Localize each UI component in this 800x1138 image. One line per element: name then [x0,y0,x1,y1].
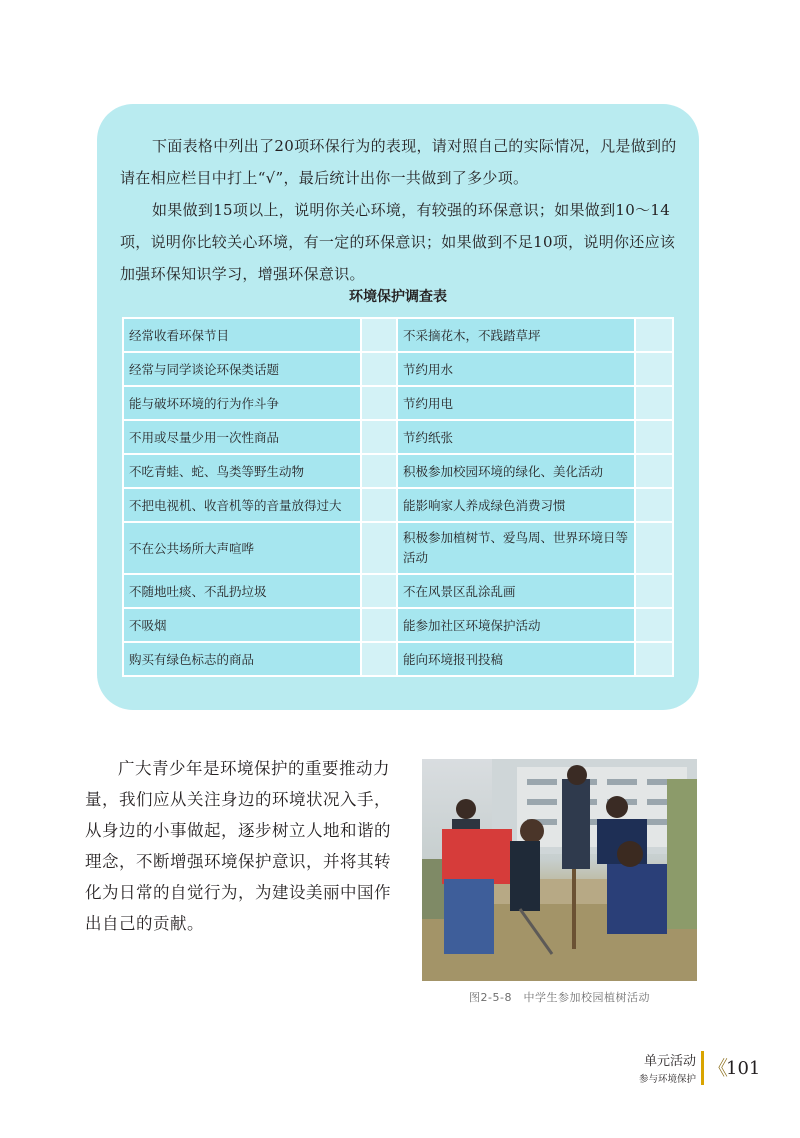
check-cell[interactable] [361,386,397,420]
table-title: 环境保护调查表 [349,289,447,305]
check-cell[interactable] [635,574,673,608]
check-cell[interactable] [635,454,673,488]
survey-item: 节约用电 [397,386,635,420]
survey-item: 不在风景区乱涂乱画 [397,574,635,608]
survey-table [122,317,674,677]
survey-item: 不采摘花木，不践踏草坪 [397,318,635,352]
check-cell[interactable] [361,420,397,454]
body-paragraph: 广大青少年是环境保护的重要推动力量，我们应从关注身边的环境状况入手，从身边的小事做起，逐步树立人地和谐的理念，不断增强环境保护意识，并将其转化为日常的自觉行为，为建设美丽中国作出自己的贡献。 [85,759,391,933]
table-row [123,352,673,386]
survey-item: 能向环境报刊投稿 [397,642,635,676]
check-cell[interactable] [361,352,397,386]
check-cell[interactable] [635,488,673,522]
check-cell[interactable] [635,386,673,420]
survey-item: 不把电视机、收音机等的音量放得过大 [123,488,361,522]
chevron-left-icon: 《 [708,1056,728,1080]
photo-illustration [422,759,697,981]
survey-item: 不在公共场所大声喧哗 [123,522,361,574]
check-cell[interactable] [635,642,673,676]
table-row [123,454,673,488]
table-row [123,642,673,676]
survey-item: 节约用水 [397,352,635,386]
survey-item: 经常与同学谈论环保类话题 [123,352,361,386]
check-cell[interactable] [361,318,397,352]
survey-item: 节约纸张 [397,420,635,454]
table-row [123,608,673,642]
footer-unit-title: 单元活动 [643,1054,696,1069]
check-cell[interactable] [635,522,673,574]
table-row [123,420,673,454]
check-cell[interactable] [635,608,673,642]
footer-divider [701,1051,704,1085]
check-cell[interactable] [361,488,397,522]
intro-paragraph-2: 如果做到15项以上，说明你关心环境，有较强的环保意识；如果做到10～14项，说明你比较关心环境，有一定的环保意识；如果做到不足10项，说明你还应该加强环保知识学习，增强环保意识。 [120,201,676,283]
survey-item: 积极参加校园环境的绿化、美化活动 [397,454,635,488]
check-cell[interactable] [361,454,397,488]
check-cell[interactable] [635,352,673,386]
survey-item: 不吃青蛙、蛇、鸟类等野生动物 [123,454,361,488]
survey-item: 不吸烟 [123,608,361,642]
footer-subtitle: 参与环境保护 [638,1074,696,1085]
survey-item: 能参加社区环境保护活动 [397,608,635,642]
survey-item: 不用或尽量少用一次性商品 [123,420,361,454]
page-number: 101 [726,1058,761,1079]
check-cell[interactable] [361,522,397,574]
survey-item: 积极参加植树节、爱鸟周、世界环境日等活动 [397,522,635,574]
check-cell[interactable] [361,642,397,676]
survey-item: 能影响家人养成绿色消费习惯 [397,488,635,522]
survey-item: 购买有绿色标志的商品 [123,642,361,676]
tree-planting-photo [422,759,697,981]
table-row [123,318,673,352]
intro-paragraph-1: 下面表格中列出了20项环保行为的表现，请对照自己的实际情况，凡是做到的请在相应栏目中打上“√”，最后统计出你一共做到了多少项。 [120,137,677,187]
table-row [123,386,673,420]
check-cell[interactable] [635,420,673,454]
table-row [123,488,673,522]
check-cell[interactable] [361,574,397,608]
figure-caption: 图2-5-8 中学生参加校园植树活动 [469,991,650,1004]
table-row [123,522,673,574]
survey-item: 能与破坏环境的行为作斗争 [123,386,361,420]
check-cell[interactable] [361,608,397,642]
check-cell[interactable] [635,318,673,352]
table-row [123,574,673,608]
survey-item: 不随地吐痰、不乱扔垃圾 [123,574,361,608]
survey-item: 经常收看环保节目 [123,318,361,352]
